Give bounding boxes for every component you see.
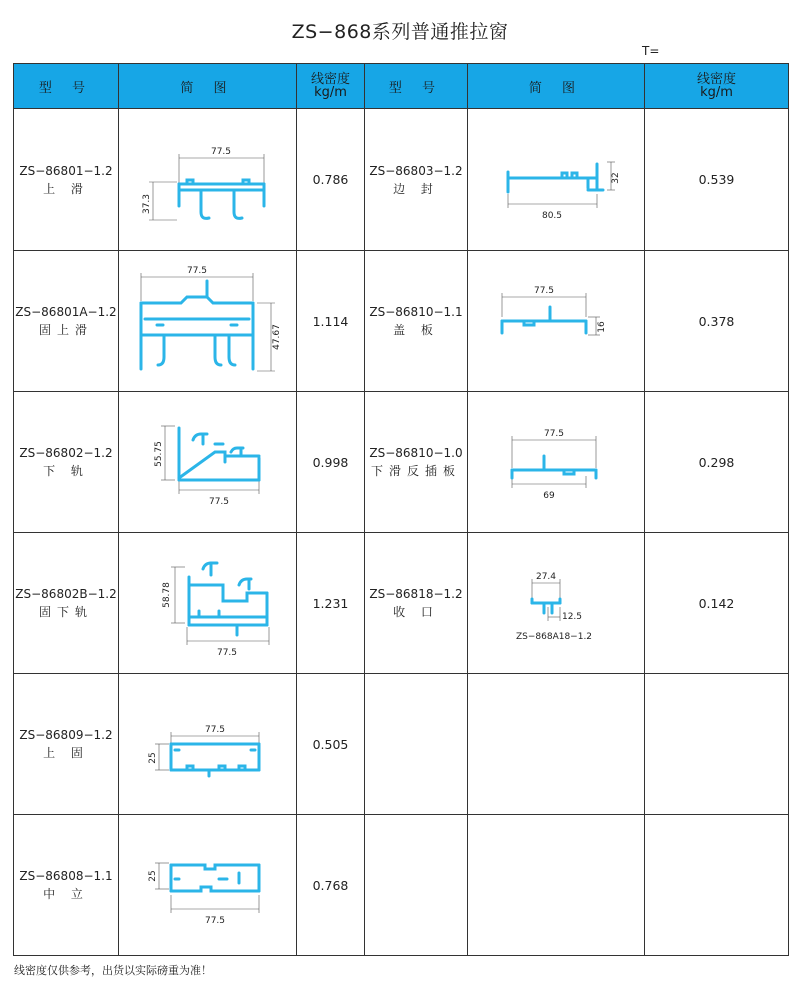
- header-density-line2: kg/m: [314, 85, 347, 100]
- model-name: 上 固: [43, 746, 89, 760]
- profile-drawing-upper-fixed: [119, 674, 295, 814]
- profile-diagram: [468, 533, 645, 674]
- model-cell: [14, 251, 119, 392]
- header-density-line1: 线密度: [310, 72, 350, 87]
- empty-cell: [645, 815, 789, 956]
- header-diagram-right: 简 图: [468, 64, 645, 109]
- header-diagram: 简 图: [119, 64, 297, 109]
- model-cell: [14, 109, 119, 251]
- profile-drawing-mullion: [119, 815, 295, 955]
- model-cell: [365, 533, 468, 674]
- model-name: 下滑反插板: [370, 464, 461, 478]
- profile-diagram: [119, 815, 297, 956]
- empty-cell: [365, 815, 468, 956]
- dim-width: 77.5: [204, 916, 226, 926]
- dim-height: 25: [148, 752, 158, 764]
- model-name: 中 立: [43, 887, 89, 901]
- density-value: 0.378: [645, 251, 789, 392]
- dim-width: 77.5: [543, 429, 565, 439]
- model-cell: [14, 815, 119, 956]
- model-code: ZS−86801−1.2: [19, 163, 113, 178]
- model-code: ZS−86808−1.1: [19, 869, 113, 883]
- model-cell: [14, 674, 119, 815]
- table-row: [14, 533, 789, 674]
- profile-diagram: [119, 251, 297, 392]
- empty-cell: [468, 815, 645, 956]
- dim-width: 27.4: [535, 572, 557, 582]
- footer-note: 线密度仅供参考，出货以实际磅重为准！: [14, 964, 212, 977]
- table-row: [14, 392, 789, 533]
- dim-width: 80.5: [541, 210, 563, 221]
- profile-drawing-cover-plate: [468, 251, 643, 391]
- density-value: 0.539: [645, 109, 789, 251]
- model-cell: [14, 392, 119, 533]
- density-value: 0.768: [297, 815, 365, 956]
- table-row: [14, 674, 789, 815]
- page-title: ZS−868系列普通推拉窗: [291, 21, 509, 43]
- profile-drawing-fixed-lower-track: [119, 533, 295, 673]
- density-value: 0.142: [645, 533, 789, 674]
- dim-width: 77.5: [208, 497, 230, 507]
- profile-diagram: [119, 533, 297, 674]
- dim-width: 77.5: [204, 725, 226, 735]
- model-name: 边 封: [393, 181, 439, 196]
- profile-diagram: [119, 109, 297, 251]
- empty-cell: [365, 674, 468, 815]
- dim-height: 55.75: [154, 441, 164, 467]
- model-code: ZS−86801A−1.2: [15, 305, 117, 319]
- model-name: 下 轨: [43, 464, 89, 478]
- dim-width: 77.5: [533, 286, 555, 296]
- dim-width: 77.5: [216, 648, 238, 658]
- dim-height: 25: [148, 870, 158, 882]
- profile-diagram: [468, 392, 645, 533]
- profile-diagram: [468, 251, 645, 392]
- profile-drawing-upper-slide: [119, 110, 295, 250]
- dim-height: 47.67: [272, 324, 282, 350]
- dim-height: 58.78: [162, 582, 172, 608]
- header-density-right: [645, 64, 789, 109]
- table-row: [14, 109, 789, 251]
- header-model: 型 号: [14, 64, 119, 109]
- dim-span: 69: [543, 491, 555, 501]
- density-value: 0.998: [297, 392, 365, 533]
- table-row: [14, 815, 789, 956]
- model-cell: [365, 109, 468, 251]
- model-name: 固下轨: [38, 605, 93, 619]
- empty-cell: [645, 674, 789, 815]
- dim-width: 77.5: [210, 146, 232, 157]
- profile-drawing-closing-strip: [468, 533, 643, 673]
- profile-drawing-reverse-insert-plate: [468, 392, 643, 532]
- model-cell: [365, 251, 468, 392]
- profile-drawing-lower-track: [119, 392, 295, 532]
- model-name: 固上滑: [38, 323, 93, 337]
- density-value: 0.505: [297, 674, 365, 815]
- model-code: ZS−86809−1.2: [19, 728, 113, 742]
- dim-height: 37.3: [142, 193, 152, 214]
- profile-drawing-fixed-upper-slide: [119, 251, 295, 391]
- model-code: ZS−86803−1.2: [369, 163, 463, 178]
- dim-width: 77.5: [186, 266, 208, 276]
- thickness-mark: T=: [642, 44, 660, 58]
- header-density: [297, 64, 365, 109]
- model-cell: [14, 533, 119, 674]
- density-value: 0.786: [297, 109, 365, 251]
- dim-offset: 12.5: [561, 612, 583, 622]
- model-code: ZS−86810−1.1: [369, 305, 463, 319]
- profile-diagram: [468, 109, 645, 251]
- model-cell: [365, 392, 468, 533]
- header-density-right-line2: kg/m: [700, 85, 733, 100]
- profile-spec-table: [13, 63, 789, 956]
- header-row: [14, 64, 789, 109]
- empty-cell: [468, 674, 645, 815]
- density-value: 1.114: [297, 251, 365, 392]
- sub-model-label: ZS−868A18−1.2: [515, 632, 593, 642]
- header-density-right-line1: 线密度: [696, 72, 736, 87]
- model-code: ZS−86802B−1.2: [15, 587, 117, 601]
- dim-height: 32: [611, 171, 621, 184]
- profile-drawing-side-seal: [468, 110, 643, 250]
- profile-diagram: [119, 674, 297, 815]
- model-code: ZS−86802−1.2: [19, 446, 113, 460]
- model-name: 盖 板: [393, 323, 439, 337]
- model-code: ZS−86810−1.0: [369, 446, 463, 460]
- header-model-right: 型 号: [365, 64, 468, 109]
- density-value: 1.231: [297, 533, 365, 674]
- model-name: 收 口: [393, 605, 439, 619]
- model-code: ZS−86818−1.2: [369, 587, 463, 601]
- table-row: [14, 251, 789, 392]
- model-name: 上 滑: [43, 181, 89, 196]
- density-value: 0.298: [645, 392, 789, 533]
- dim-height: 16: [597, 321, 607, 333]
- profile-diagram: [119, 392, 297, 533]
